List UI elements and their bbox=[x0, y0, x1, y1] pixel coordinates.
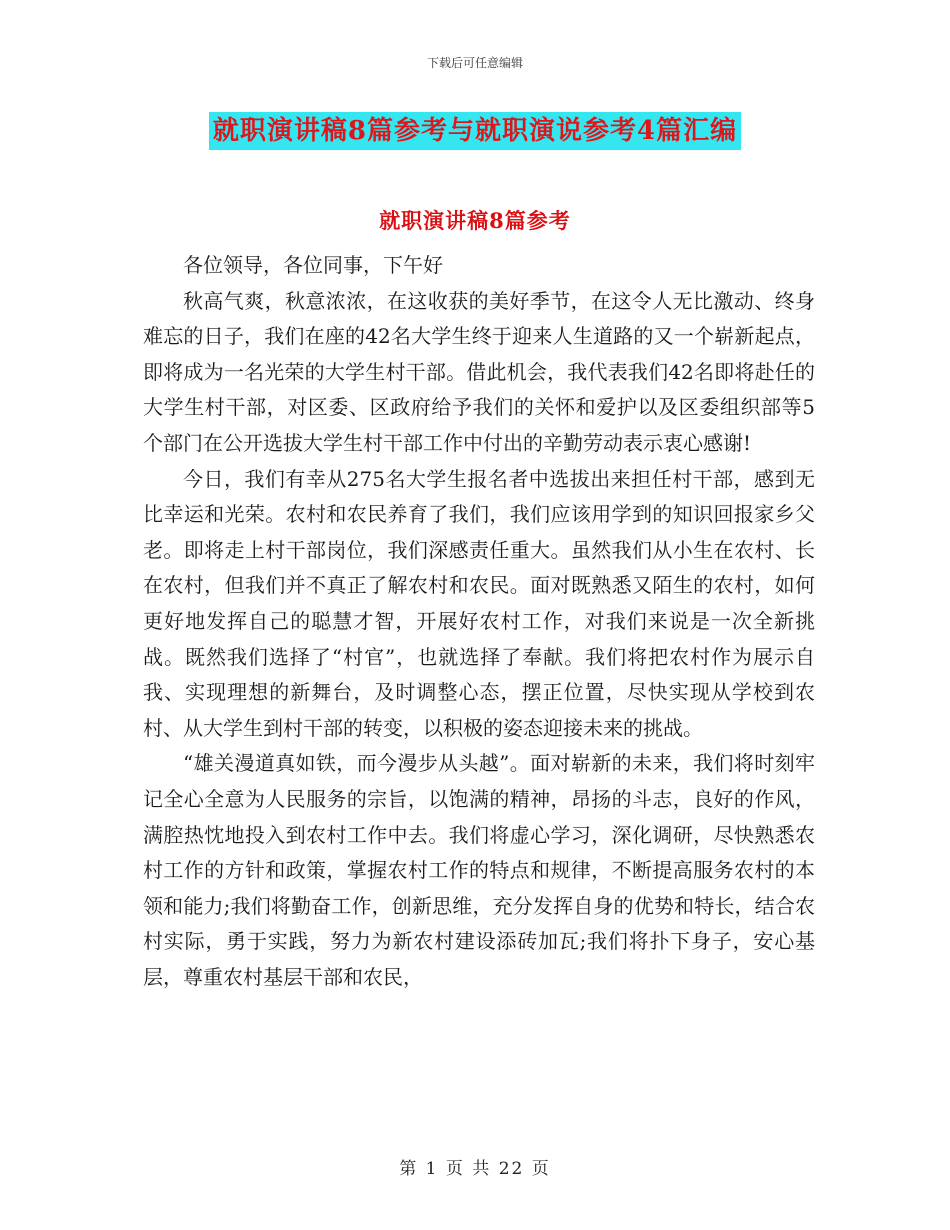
main-title: 就职演讲稿8篇参考与就职演说参考4篇汇编 bbox=[209, 112, 741, 150]
page-footer: 第 1 页 共 22 页 bbox=[399, 1159, 551, 1179]
body-text bbox=[143, 248, 815, 995]
main-title-container bbox=[0, 112, 950, 150]
paragraph: “雄关漫道真如铁，而今漫步从头越”。面对崭新的未来，我们将时刻牢记全心全意为人民服务的宗旨，以饱满的精神，昂扬的斗志，良好的作风，满腔热忱地投入到农村工作中去。我们将虚心学习，深化调研，尽快熟悉农村工作的方针和政策，掌握农村工作的特点和规律，不断提高服务农村的本领和能力;我们将勤奋工作，创新思维，充分发挥自身的优势和特长，结合农村实际，勇于实践，努力为新农村建设添砖加瓦;我们将扑下身子，安心基层，尊重农村基层干部和农民， bbox=[143, 751, 815, 989]
section-title: 就职演讲稿8篇参考 bbox=[379, 208, 571, 233]
paragraph: 今日，我们有幸从275名大学生报名者中选拔出来担任村干部，感到无比幸运和光荣。农村和农民养育了我们，我们应该用学到的知识回报家乡父老。即将走上村干部岗位，我们深感责任重大。虽然我们从小生在农村、长在农村，但我们并不真正了解农村和农民。面对既熟悉又陌生的农村，如何更好地发挥自己的聪慧才智，开展好农村工作，对我们来说是一次全新挑战。既然我们选择了“村官”，也就选择了奉献。我们将把农村作为展示自我、实现理想的新舞台，及时调整心态，摆正位置，尽快实现从学校到农村、从大学生到村干部的转变，以积极的姿态迎接未来的挑战。 bbox=[143, 466, 815, 740]
paragraph-greeting: 各位领导，各位同事，下午好 bbox=[183, 253, 443, 277]
header-note: 下载后可任意编辑 bbox=[426, 56, 523, 70]
paragraph: 秋高气爽，秋意浓浓，在这收获的美好季节，在这令人无比激动、终身难忘的日子，我们在座的42名大学生终于迎来人生道路的又一个崭新起点，即将成为一名光荣的大学生村干部。借此机会，我代表我们42名即将赴任的大学生村干部，对区委、区政府给予我们的关怀和爱护以及区委组织部等5个部门在公开选拔大学生村干部工作中付出的辛勤劳动表示衷心感谢! bbox=[143, 288, 815, 455]
